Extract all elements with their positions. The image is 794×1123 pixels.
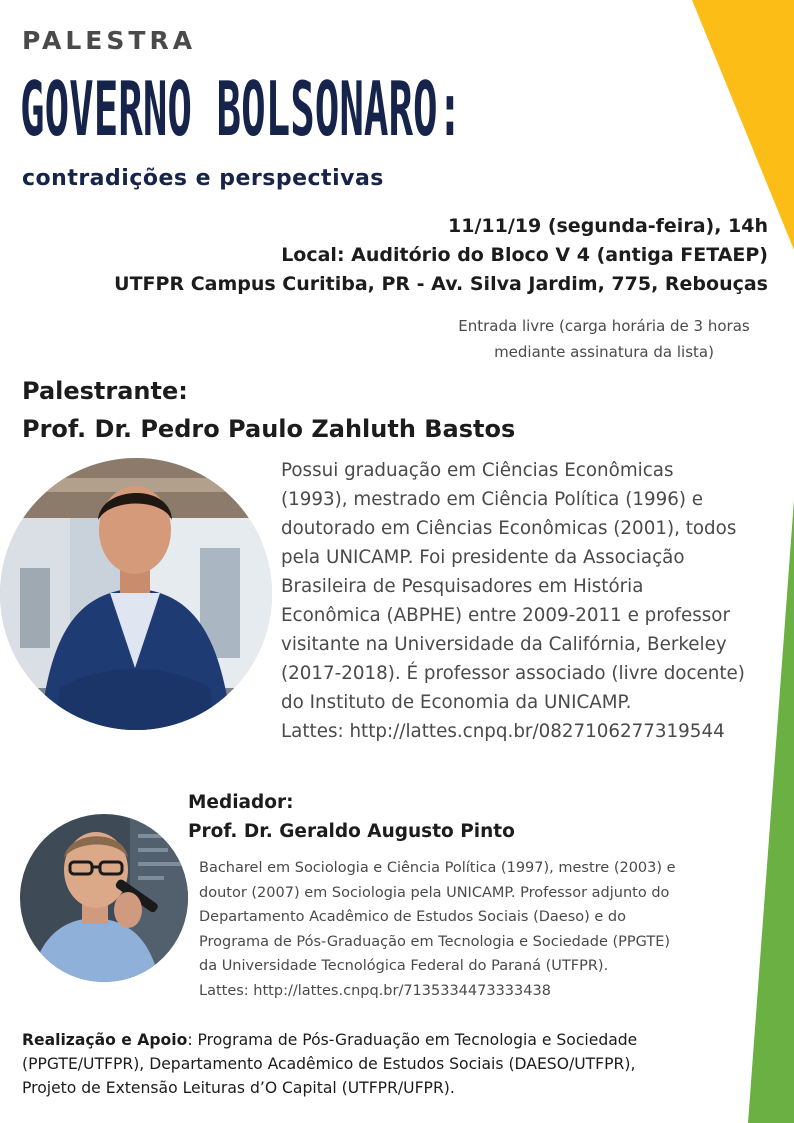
mediator-name: Prof. Dr. Geraldo Augusto Pinto	[188, 821, 515, 842]
speaker-bio-line: Brasileira de Pesquisadores em História	[281, 576, 644, 597]
event-details	[114, 212, 768, 299]
support-line-text: : Programa de Pós-Graduação em Tecnologia e Sociedade	[187, 1031, 638, 1049]
entry-note-line: Entrada livre (carga horária de 3 horas	[458, 317, 750, 335]
mediator-bio-line: Bacharel em Sociologia e Ciência Política (1997), mestre (2003) e	[199, 860, 676, 876]
support-credits	[22, 1028, 734, 1100]
event-title: GOVERNO BOLSONARO:	[20, 66, 463, 154]
speaker-lattes-link[interactable]: Lattes: http://lattes.cnpq.br/0827106277319544	[281, 721, 725, 742]
speaker-bio-line: Econômica (ABPHE) entre 2009-2011 e professor	[281, 605, 730, 626]
event-location: Local: Auditório do Bloco V 4 (antiga FETAEP)	[281, 244, 768, 266]
speaker-bio-line: pela UNICAMP. Foi presidente da Associação	[281, 547, 685, 568]
speaker-heading	[22, 372, 515, 448]
event-kicker: PALESTRA	[22, 26, 197, 55]
speaker-photo	[0, 458, 272, 730]
speaker-bio	[281, 456, 773, 746]
mediator-photo	[20, 814, 188, 982]
speaker-role: Palestrante:	[22, 377, 188, 405]
mediator-bio-line: da Universidade Tecnológica Federal do Paraná (UTFPR).	[199, 958, 609, 974]
speaker-bio-line: doutorado em Ciências Econômicas (2001), todos	[281, 518, 737, 539]
mediator-role: Mediador:	[188, 792, 294, 813]
support-line: (PPGTE/UTFPR), Departamento Acadêmico de Estudos Sociais (DAESO/UTFPR),	[22, 1055, 636, 1073]
speaker-bio-line: do Instituto de Economia da UNICAMP.	[281, 692, 632, 713]
mediator-bio-line: Programa de Pós-Graduação em Tecnologia e Sociedade (PPGTE)	[199, 933, 671, 950]
speaker-bio-line: visitante na Universidade da Califórnia, Berkeley	[281, 634, 727, 655]
event-subtitle: contradições e perspectivas	[22, 166, 384, 191]
mediator-bio-line: doutor (2007) em Sociologia pela UNICAMP. Professor adjunto do	[199, 884, 670, 901]
mediator-bio	[199, 856, 759, 1003]
speaker-bio-line: (2017-2018). É professor associado (livre docente)	[281, 663, 745, 684]
event-date-time: 11/11/19 (segunda-feira), 14h	[448, 215, 768, 237]
support-line	[22, 1028, 734, 1052]
entry-note-line: mediante assinatura da lista)	[494, 343, 714, 361]
mediator-lattes-link[interactable]: Lattes: http://lattes.cnpq.br/7135334473333438	[199, 982, 551, 999]
speaker-bio-line: Possui graduação em Ciências Econômicas	[281, 460, 674, 481]
support-label: Realização e Apoio	[22, 1031, 188, 1049]
mediator-heading	[188, 788, 515, 846]
entry-note	[420, 313, 788, 365]
speaker-bio-line: (1993), mestrado em Ciência Política (1996) e	[281, 489, 704, 510]
event-address: UTFPR Campus Curitiba, PR - Av. Silva Jardim, 775, Rebouças	[114, 273, 768, 295]
speaker-name: Prof. Dr. Pedro Paulo Zahluth Bastos	[22, 415, 516, 443]
support-line: Projeto de Extensão Leituras d’O Capital (UTFPR/UFPR).	[22, 1079, 455, 1097]
mediator-bio-line: Departamento Acadêmico de Estudos Sociais (Daeso) e do	[199, 909, 627, 925]
